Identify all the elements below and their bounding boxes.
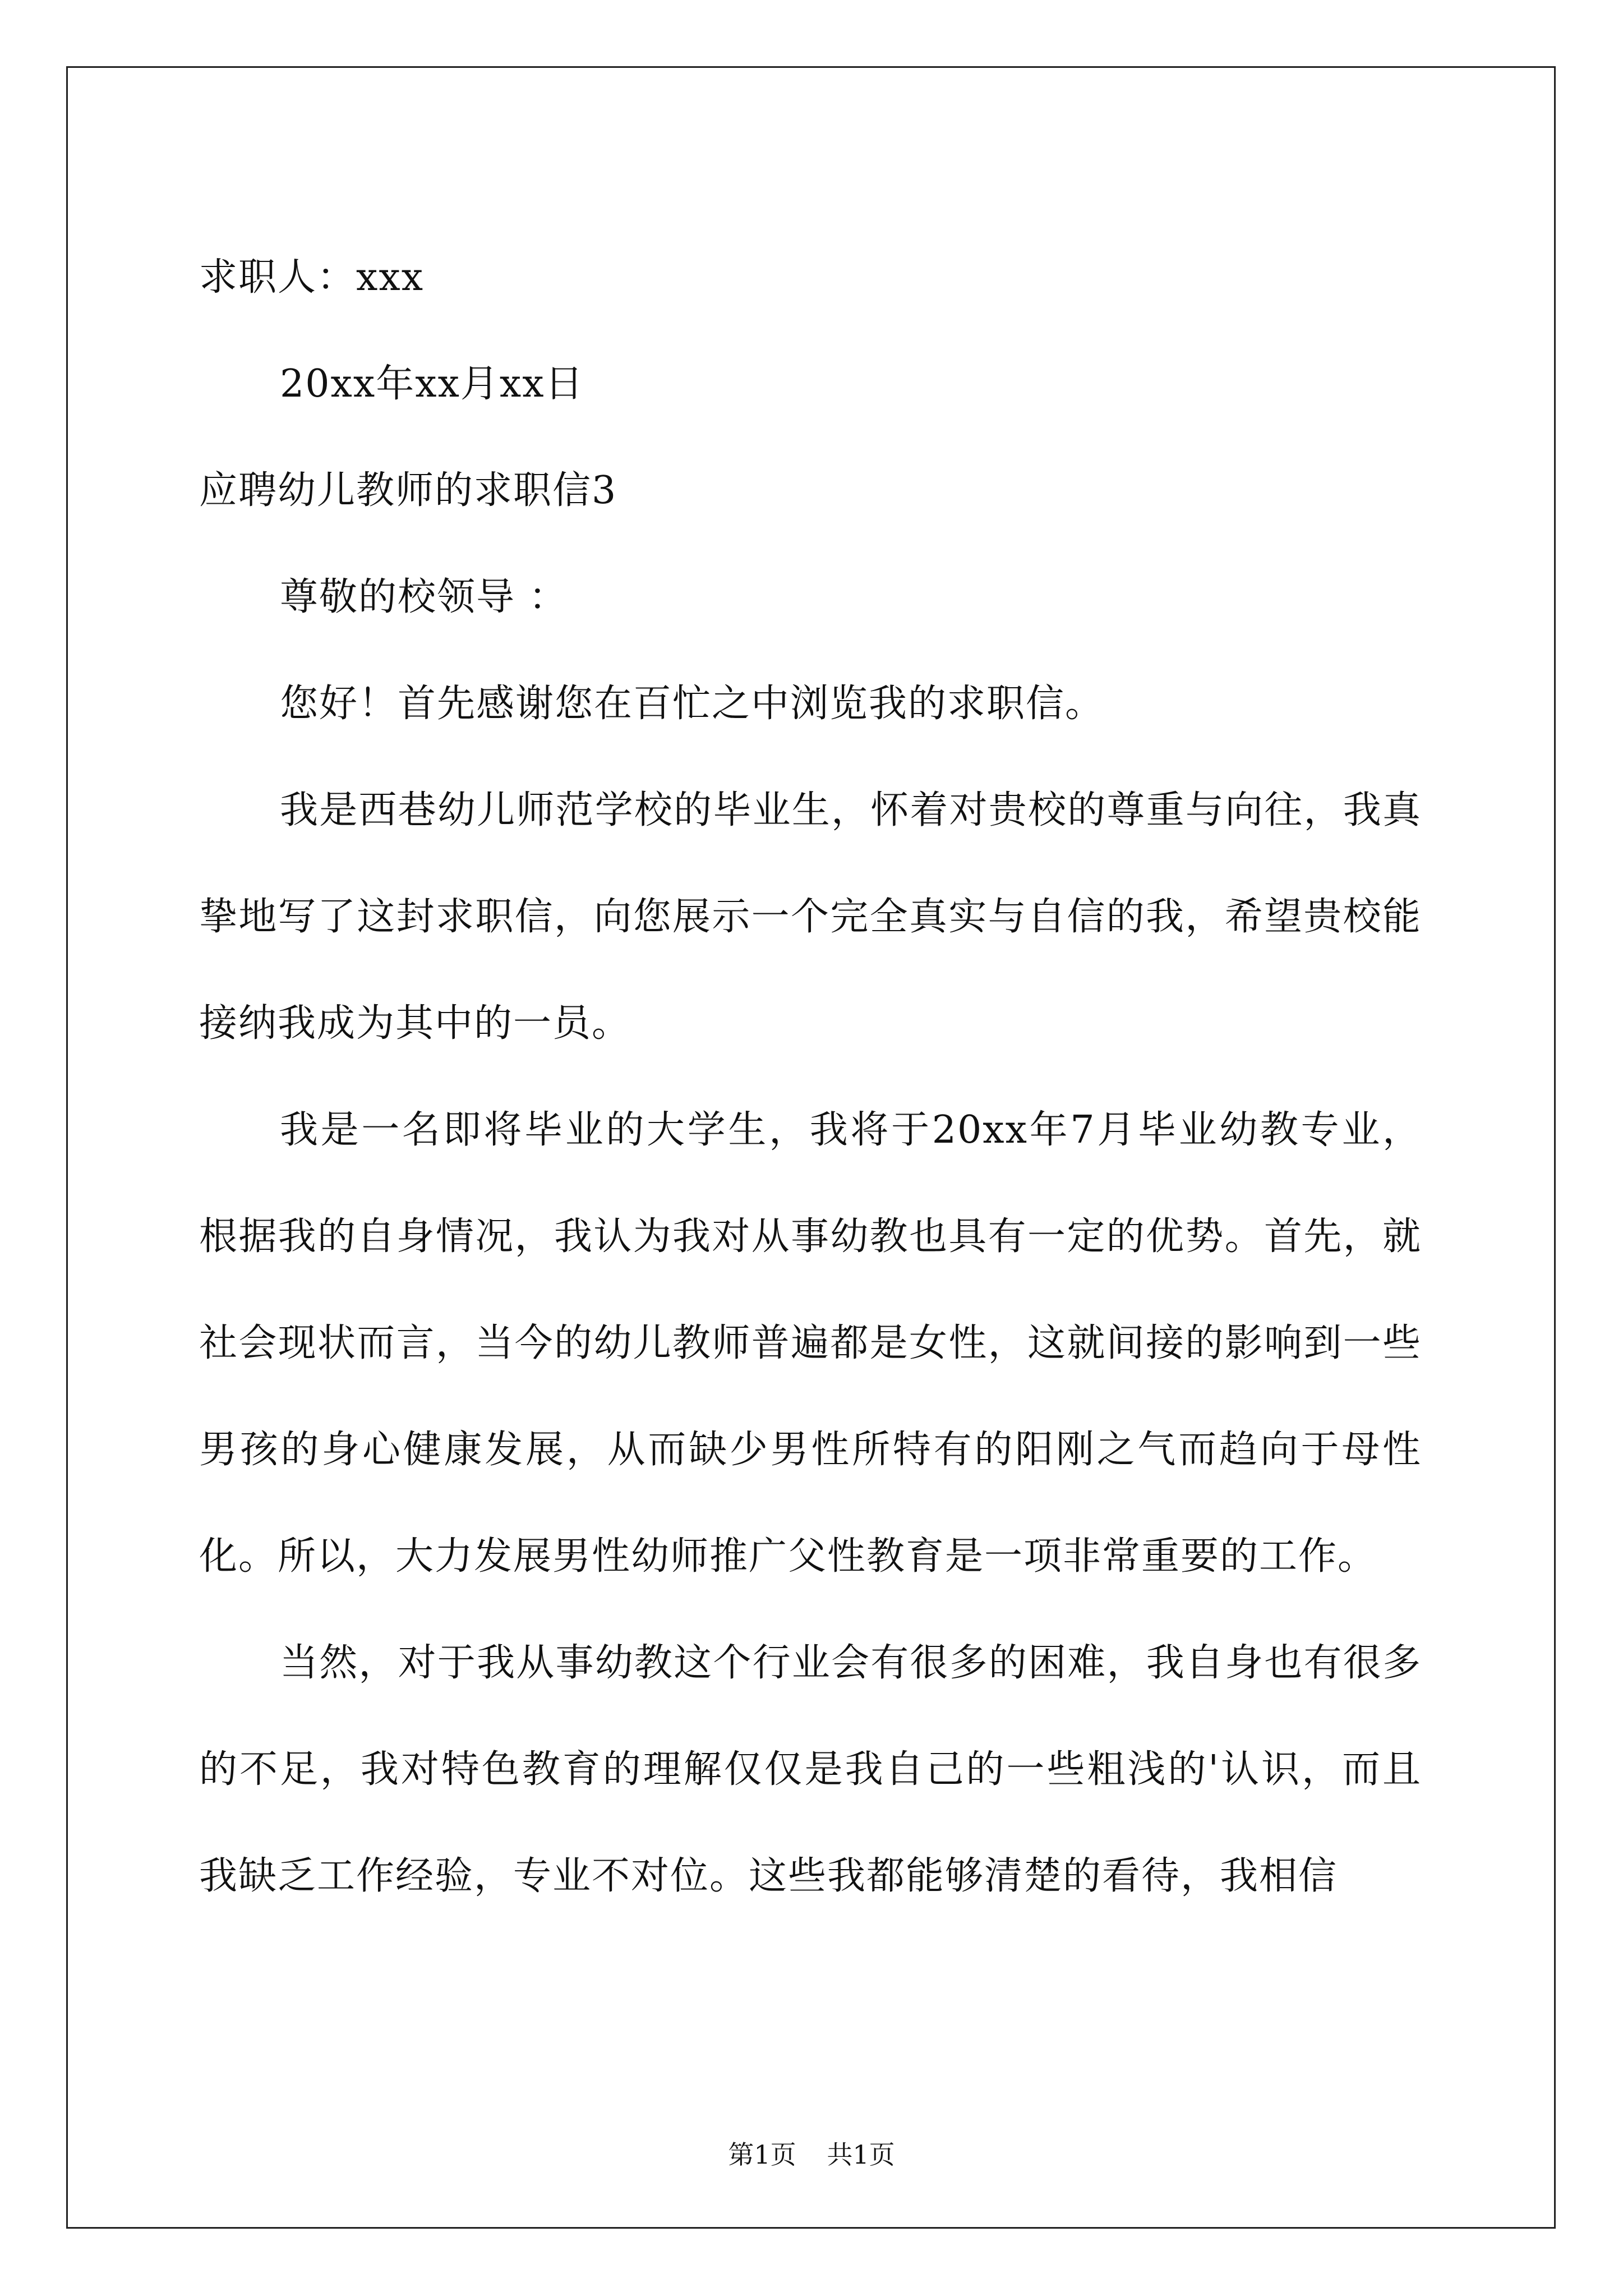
date-line: 20xx年xx月xx日: [280, 362, 584, 406]
document-body: [199, 224, 1422, 1930]
letter-title: 应聘幼儿教师的求职信3: [199, 468, 617, 513]
page-footer: [0, 2134, 1623, 2171]
applicant-line: 求职人：xxx: [199, 255, 425, 300]
paragraph-2: 我是一名即将毕业的大学生，我将于20xx年7月毕业幼教专业，根据我的自身情况，我认为我对从事幼教也具有一定的优势。首先，就社会现状而言，当今的幼儿教师普遍都是女性，这就间接的影响到一些男孩的身心健康发展，从而缺少男性所特有的阳刚之气而趋向于母性化。所以，大力发展男性幼师推广父性教育是一项非常重要的工作。: [199, 1108, 1422, 1579]
page-total: 共1页: [827, 2139, 895, 2170]
paragraph-1: 我是西巷幼儿师范学校的毕业生，怀着对贵校的尊重与向往，我真挚地写了这封求职信，向您展示一个完全真实与自信的我，希望贵校能接纳我成为其中的一员。: [199, 788, 1422, 1046]
page-number: 第1页: [728, 2139, 796, 2170]
paragraph-3: 当然，对于我从事幼教这个行业会有很多的困难，我自身也有很多的不足，我对特色教育的理解仅仅是我自己的一些粗浅的'认识，而且我缺乏工作经验，专业不对位。这些我都能够清楚的看待，我相信: [199, 1641, 1422, 1898]
greeting: 您好！首先感谢您在百忙之中浏览我的求职信。: [280, 682, 1105, 726]
salutation: 尊敬的校领导 ：: [280, 575, 568, 619]
